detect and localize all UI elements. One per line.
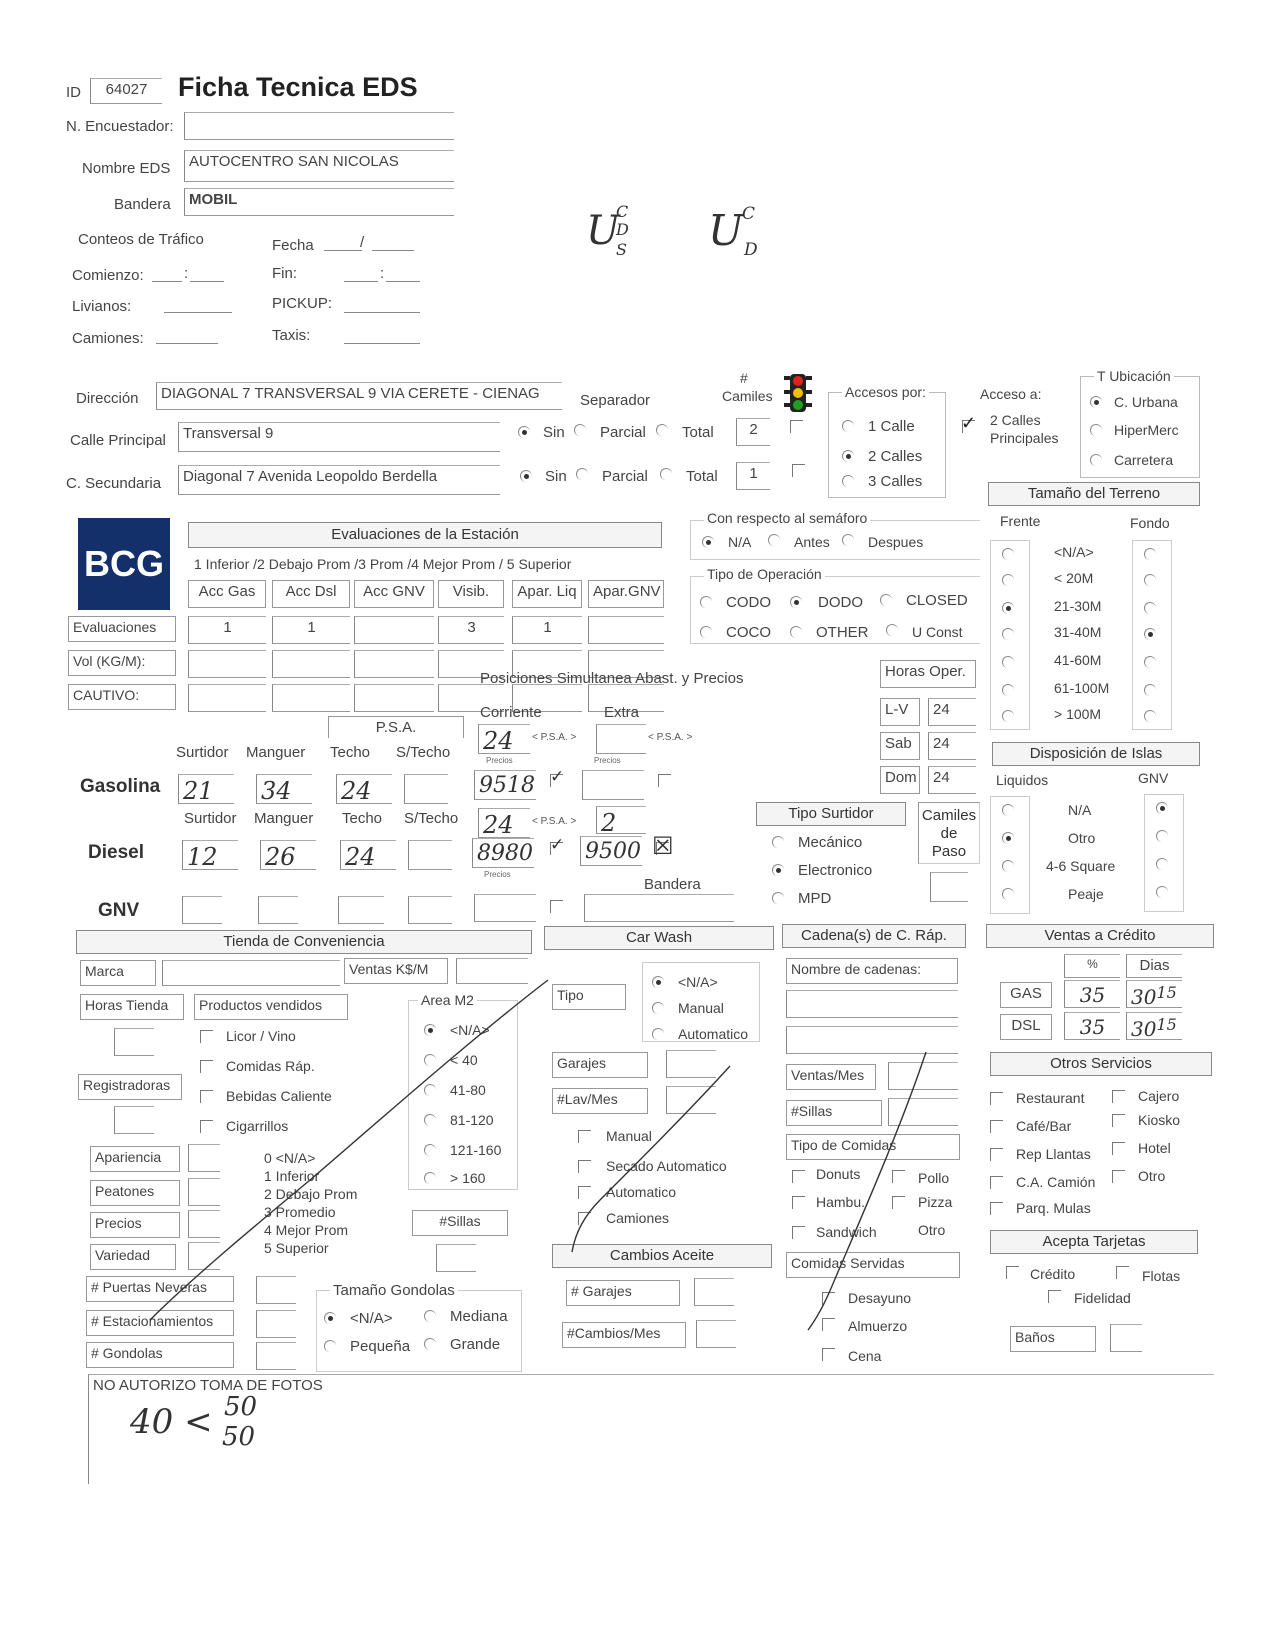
cadena-tipo-label: Tipo de Comidas bbox=[786, 1134, 960, 1160]
islas-option-1: Otro bbox=[1068, 830, 1096, 846]
terreno-fondo-label: Fondo bbox=[1130, 515, 1170, 531]
camiles-paso-l1: Camiles bbox=[921, 807, 977, 824]
terreno-option-6: > 100M bbox=[1054, 706, 1102, 722]
bcg-logo: BCG bbox=[78, 518, 170, 610]
semaforo-na-label: N/A bbox=[728, 534, 752, 550]
credito-dsl-pct-value: 35 bbox=[1079, 1015, 1106, 1039]
evaluaciones-scale: 1 Inferior /2 Debajo Prom /3 Prom /4 Mejor Prom / 5 Superior bbox=[194, 556, 572, 572]
bandera2-label: Bandera bbox=[644, 876, 701, 893]
diesel-corr-psa-value: 24 bbox=[483, 811, 514, 838]
gondolas-size-title: Tamaño Gondolas bbox=[330, 1282, 458, 1299]
calle-secundaria-field[interactable]: Diagonal 7 Avenida Leopoldo Berdella bbox=[178, 465, 500, 495]
islas-title: Disposición de Islas bbox=[992, 742, 1200, 766]
bandera-label: Bandera bbox=[114, 196, 171, 213]
check-icon: ✓ bbox=[550, 835, 565, 854]
cadena-sandwich-label: Sandwich bbox=[816, 1224, 877, 1240]
tienda-horas-label: Horas Tienda bbox=[80, 994, 184, 1020]
id-field[interactable]: 64027 bbox=[90, 78, 162, 104]
otros-cafe-label: Café/Bar bbox=[1016, 1118, 1072, 1134]
diesel-col-manguer: Manguer bbox=[254, 810, 314, 827]
notes-text: NO AUTORIZO TOMA DE FOTOS bbox=[93, 1377, 323, 1394]
psa-header: P.S.A. bbox=[328, 716, 464, 738]
tienda-variedad-label: Variedad bbox=[90, 1244, 176, 1270]
nombre-label: Nombre EDS bbox=[82, 160, 171, 177]
encuestador-label: N. Encuestador: bbox=[66, 118, 174, 135]
pickup-label: PICKUP: bbox=[272, 295, 333, 312]
separador-label: Separador bbox=[580, 392, 651, 409]
gasolina-surtidor-value: 21 bbox=[183, 777, 214, 804]
diesel-precios-tag: Precios bbox=[484, 870, 511, 879]
extra-label: Extra bbox=[604, 704, 640, 721]
notes-handwritten-1: 40 < bbox=[130, 1402, 213, 1442]
tienda-item-label-2: Bebidas Caliente bbox=[226, 1088, 332, 1104]
camiles-paso-l2: de bbox=[940, 825, 958, 842]
carwash-item-label-1: Secado Automatico bbox=[606, 1158, 727, 1174]
tarjetas-credito-label: Crédito bbox=[1030, 1266, 1076, 1282]
tienda-item-label-1: Comidas Ráp. bbox=[226, 1058, 315, 1074]
carwash-tipo-option-2: Automatico bbox=[678, 1026, 749, 1042]
terreno-option-4: 41-60M bbox=[1054, 652, 1102, 668]
tarjetas-title: Acepta Tarjetas bbox=[990, 1230, 1198, 1254]
eval-cell-r0-c3[interactable]: 3 bbox=[438, 616, 504, 644]
row-cautivo-label: CAUTIVO: bbox=[68, 684, 176, 710]
otros-kiosko-label: Kiosko bbox=[1138, 1112, 1181, 1128]
fecha-sep: / bbox=[360, 234, 365, 251]
eval-cell-r0-c4[interactable]: 1 bbox=[512, 616, 582, 644]
gasolina-corr-psa-value: 24 bbox=[483, 727, 514, 754]
tarjetas-fidelidad-label: Fidelidad bbox=[1074, 1290, 1131, 1306]
ubicacion-carretera-label: Carretera bbox=[1114, 452, 1174, 468]
tienda-peatones-label: Peatones bbox=[90, 1180, 180, 1206]
notes-handwritten-3: 50 bbox=[222, 1422, 256, 1452]
accesos-1-label: 1 Calle bbox=[868, 418, 915, 435]
handwritten-note-1: U bbox=[586, 208, 620, 254]
accesos-2-label: 2 Calles bbox=[868, 448, 923, 465]
accesos-title: Accesos por: bbox=[842, 384, 929, 400]
tg-mediana-label: Mediana bbox=[450, 1308, 508, 1325]
otros-hotel-label: Hotel bbox=[1138, 1140, 1171, 1156]
area-title: Area M2 bbox=[418, 992, 477, 1008]
surtidor-tipo-title: Tipo Surtidor bbox=[756, 802, 906, 826]
semaforo-antes-label: Antes bbox=[794, 534, 830, 550]
diesel-surtidor-value: 12 bbox=[187, 843, 218, 870]
surtidor-electronico-label: Electronico bbox=[798, 862, 873, 879]
evaluaciones-title: Evaluaciones de la Estación bbox=[188, 522, 662, 548]
diesel-extra-precio-value: 9500 bbox=[585, 839, 641, 864]
bandera-field[interactable]: MOBIL bbox=[184, 188, 454, 216]
carwash-lav-label: #Lav/Mes bbox=[552, 1088, 648, 1114]
credito-gas-pct-value: 35 bbox=[1079, 983, 1106, 1007]
tg-na-label: <N/A> bbox=[350, 1310, 393, 1327]
eval-col-0: Acc Gas bbox=[188, 580, 266, 608]
cs-total-label: Total bbox=[686, 468, 718, 485]
tienda-apariencia-label: Apariencia bbox=[90, 1146, 180, 1172]
camiones-label: Camiones: bbox=[72, 330, 144, 347]
handwritten-note-1-sup: C bbox=[616, 202, 629, 221]
cadena-cena-label: Cena bbox=[848, 1348, 882, 1364]
op-dodo-label: DODO bbox=[818, 594, 863, 611]
tienda-productos-label: Productos vendidos bbox=[194, 994, 348, 1020]
horas-sab-label: Sab bbox=[880, 732, 920, 760]
comienzo-sep: : bbox=[184, 265, 189, 282]
diesel-corr-psa-tag: < P.S.A. > bbox=[532, 816, 577, 827]
row-vol-label: Vol (KG/M): bbox=[68, 650, 176, 676]
horas-sab-field[interactable]: 24 bbox=[928, 732, 976, 760]
tienda-precios-label: Precios bbox=[90, 1212, 180, 1238]
tienda-registradoras-label: Registradoras bbox=[78, 1074, 182, 1100]
tienda-scale-5: 5 Superior bbox=[264, 1240, 329, 1256]
cadena-almuerzo-label: Almuerzo bbox=[848, 1318, 908, 1334]
eval-col-2: Acc GNV bbox=[354, 580, 434, 608]
taxis-label: Taxis: bbox=[272, 327, 311, 344]
gnv-label: GNV bbox=[98, 900, 140, 921]
acceso-a-title: Acceso a: bbox=[980, 386, 1042, 402]
corriente-label: Corriente bbox=[480, 704, 542, 721]
col-techo: Techo bbox=[330, 744, 371, 761]
ubicacion-urbana-label: C. Urbana bbox=[1114, 394, 1178, 410]
area-option-0: <N/A> bbox=[450, 1022, 490, 1038]
gasolina-techo-value: 24 bbox=[341, 777, 372, 804]
area-option-5: > 160 bbox=[450, 1170, 486, 1186]
islas-option-0: N/A bbox=[1068, 802, 1092, 818]
otros-title: Otros Servicios bbox=[990, 1052, 1212, 1076]
terreno-title: Tamaño del Terreno bbox=[988, 482, 1200, 506]
carwash-item-label-2: Automatico bbox=[606, 1184, 677, 1200]
semaforo-despues-label: Despues bbox=[868, 534, 924, 550]
banos-label: Baños bbox=[1010, 1326, 1096, 1352]
op-other-label: OTHER bbox=[816, 624, 869, 641]
area-option-2: 41-80 bbox=[450, 1082, 486, 1098]
col-surtidor: Surtidor bbox=[176, 744, 229, 761]
cadena-nombre-label: Nombre de cadenas: bbox=[786, 958, 958, 984]
horas-lv-field[interactable]: 24 bbox=[928, 698, 976, 726]
otros-cajero-label: Cajero bbox=[1138, 1088, 1180, 1104]
operacion-title: Tipo de Operación bbox=[704, 566, 825, 582]
op-closed-label: CLOSED bbox=[906, 592, 968, 609]
carwash-item-label-0: Manual bbox=[606, 1128, 652, 1144]
tienda-scale-4: 4 Mejor Prom bbox=[264, 1222, 349, 1238]
direccion-field[interactable]: DIAGONAL 7 TRANSVERSAL 9 VIA CERETE - CIENAG bbox=[156, 382, 562, 410]
area-option-4: 121-160 bbox=[450, 1142, 502, 1158]
credito-gas-dias-value: 30 bbox=[1131, 985, 1157, 1008]
camiles-label: Camiles bbox=[722, 388, 773, 404]
handwritten-note-1-mid: D bbox=[616, 220, 629, 239]
tienda-scale-1: 1 Inferior bbox=[264, 1168, 320, 1184]
gasolina-corr-precio-value: 9518 bbox=[479, 773, 535, 798]
area-option-3: 81-120 bbox=[450, 1112, 494, 1128]
diesel-corr-precio-value: 8980 bbox=[477, 841, 533, 866]
otros-camion-label: C.A. Camión bbox=[1016, 1174, 1096, 1190]
trafico-title: Conteos de Tráfico bbox=[78, 231, 204, 248]
tienda-sillas-label: #Sillas bbox=[412, 1210, 508, 1236]
check-icon: ✓ bbox=[961, 413, 977, 433]
diesel-manguer-value: 26 bbox=[265, 843, 296, 870]
tienda-title: Tienda de Conveniencia bbox=[76, 930, 532, 954]
horas-lv-label: L-V bbox=[880, 698, 920, 726]
otros-otro-label: Otro bbox=[1138, 1168, 1166, 1184]
terreno-option-0: <N/A> bbox=[1054, 544, 1094, 560]
camiles-paso-l3: Paso bbox=[931, 843, 967, 860]
tg-grande-label: Grande bbox=[450, 1336, 501, 1353]
diesel-techo-value: 24 bbox=[345, 843, 376, 870]
islas-liquidos: Liquidos bbox=[996, 772, 1049, 788]
op-codo-label: CODO bbox=[726, 594, 771, 611]
cadena-title: Cadena(s) de C. Ráp. bbox=[782, 924, 966, 948]
diesel-extra-psa-value: 2 bbox=[601, 809, 617, 834]
credito-gas-label: GAS bbox=[1000, 982, 1052, 1008]
cadena-otro-label: Otro bbox=[918, 1222, 946, 1238]
tg-pequena-label: Pequeña bbox=[350, 1338, 411, 1355]
cambios-mes-label: #Cambios/Mes bbox=[562, 1322, 686, 1348]
handwritten-note-2: U bbox=[708, 206, 744, 255]
handwritten-note-1-sub: S bbox=[616, 240, 627, 259]
eval-cell-r0-c0[interactable]: 1 bbox=[188, 616, 266, 644]
credito-gas-dias-extra: 15 bbox=[1156, 983, 1177, 1002]
eval-col-3: Visib. bbox=[438, 580, 504, 608]
gasolina-corr-precios-tag: Precios bbox=[486, 756, 513, 765]
terreno-frente-label: Frente bbox=[1000, 513, 1041, 529]
terreno-option-3: 31-40M bbox=[1054, 624, 1102, 640]
direccion-label: Dirección bbox=[76, 390, 139, 407]
credito-dsl-dias-extra: 15 bbox=[1156, 1015, 1177, 1034]
eval-cell-r0-c1[interactable]: 1 bbox=[272, 616, 350, 644]
gasolina-manguer-value: 34 bbox=[261, 777, 292, 804]
check-icon: ✓ bbox=[550, 767, 565, 786]
cp-parcial-label: Parcial bbox=[600, 424, 646, 441]
camiles-hash: # bbox=[740, 370, 748, 386]
tienda-scale-3: 3 Promedio bbox=[264, 1204, 336, 1220]
semaforo-title: Con respecto al semáforo bbox=[704, 510, 870, 526]
tienda-scale-2: 2 Debajo Prom bbox=[264, 1186, 358, 1202]
islas-gnv: GNV bbox=[1138, 770, 1169, 786]
comienzo-label: Comienzo: bbox=[72, 267, 144, 284]
islas-option-2: 4-6 Square bbox=[1046, 858, 1116, 874]
cross-mark-icon: ☒ bbox=[652, 833, 674, 860]
col-manguer: Manguer bbox=[246, 744, 306, 761]
col-stecho: S/Techo bbox=[396, 744, 451, 761]
tienda-item-label-0: Licor / Vino bbox=[226, 1028, 296, 1044]
acceso-a-line1: 2 Calles bbox=[990, 412, 1041, 428]
credito-dsl-label: DSL bbox=[1000, 1014, 1052, 1040]
notes-handwritten-2: 50 bbox=[224, 1392, 258, 1422]
livianos-label: Livianos: bbox=[72, 298, 132, 315]
terreno-option-2: 21-30M bbox=[1054, 598, 1102, 614]
eval-col-4: Apar. Liq bbox=[512, 580, 582, 608]
otros-mulas-label: Parq. Mulas bbox=[1016, 1200, 1091, 1216]
terreno-option-1: < 20M bbox=[1054, 570, 1094, 586]
islas-option-3: Peaje bbox=[1068, 886, 1104, 902]
ubicacion-hiper-label: HiperMerc bbox=[1114, 422, 1179, 438]
row-evaluaciones-label: Evaluaciones bbox=[68, 616, 176, 642]
gasolina-extra-precios-tag: Precios bbox=[594, 756, 621, 765]
page-title: Ficha Tecnica EDS bbox=[178, 72, 418, 102]
cambios-garajes-label: # Garajes bbox=[566, 1280, 680, 1306]
tienda-estac-label: # Estacionamientos bbox=[86, 1310, 234, 1336]
cadena-servidas-label: Comidas Servidas bbox=[786, 1252, 960, 1278]
cadena-desayuno-label: Desayuno bbox=[848, 1290, 912, 1306]
gasolina-label: Gasolina bbox=[80, 776, 161, 797]
acceso-a-line2: Principales bbox=[990, 430, 1059, 446]
area-option-1: < 40 bbox=[450, 1052, 478, 1068]
accesos-3-label: 3 Calles bbox=[868, 473, 923, 490]
carwash-tipo-label: Tipo bbox=[552, 984, 626, 1010]
horas-dom-field[interactable]: 24 bbox=[928, 766, 976, 794]
cadena-pollo-label: Pollo bbox=[918, 1170, 950, 1186]
cambios-title: Cambios Aceite bbox=[552, 1244, 772, 1268]
gasolina-extra-psa-tag: < P.S.A. > bbox=[648, 732, 693, 743]
carwash-tipo-option-1: Manual bbox=[678, 1000, 724, 1016]
ubicacion-title: T Ubicación bbox=[1094, 368, 1174, 384]
eval-col-1: Acc Dsl bbox=[272, 580, 350, 608]
nombre-field[interactable]: AUTOCENTRO SAN NICOLAS bbox=[184, 150, 454, 182]
carwash-item-label-3: Camiones bbox=[606, 1210, 670, 1226]
tarjetas-flotas-label: Flotas bbox=[1142, 1268, 1181, 1284]
credito-dsl-dias-value: 30 bbox=[1131, 1017, 1157, 1040]
cp-total-label: Total bbox=[682, 424, 714, 441]
posiciones-title: Posiciones Simultanea Abast. y Precios bbox=[480, 670, 744, 687]
cp-camiles-field[interactable]: 2 bbox=[736, 418, 770, 446]
otros-restaurant-label: Restaurant bbox=[1016, 1090, 1085, 1106]
tienda-scale-0: 0 <N/A> bbox=[264, 1150, 316, 1166]
cs-parcial-label: Parcial bbox=[602, 468, 648, 485]
calle-secundaria-label: C. Secundaria bbox=[66, 475, 162, 492]
diesel-label: Diesel bbox=[88, 842, 144, 863]
credito-pct-header: % bbox=[1064, 954, 1120, 978]
diesel-col-stecho: S/Techo bbox=[404, 810, 459, 827]
fin-sep: : bbox=[380, 265, 385, 282]
cs-camiles-field[interactable]: 1 bbox=[736, 462, 770, 490]
cp-sin-label: Sin bbox=[543, 424, 565, 441]
fecha-label: Fecha bbox=[272, 237, 314, 254]
cadena-sillas-label: #Sillas bbox=[786, 1100, 882, 1126]
calle-principal-field[interactable]: Transversal 9 bbox=[178, 422, 500, 452]
terreno-option-5: 61-100M bbox=[1054, 680, 1110, 696]
surtidor-mpd-label: MPD bbox=[798, 890, 832, 907]
cadena-donuts-label: Donuts bbox=[816, 1166, 861, 1182]
tienda-ventas-label: Ventas K$/M bbox=[344, 958, 448, 984]
horas-dom-label: Dom bbox=[880, 766, 920, 794]
surtidor-mecanico-label: Mecánico bbox=[798, 834, 863, 851]
diesel-col-surtidor: Surtidor bbox=[184, 810, 237, 827]
horas-oper-title: Horas Oper. bbox=[880, 660, 976, 688]
fin-label: Fin: bbox=[272, 265, 298, 282]
id-label: ID bbox=[66, 84, 81, 101]
otros-llantas-label: Rep Llantas bbox=[1016, 1146, 1091, 1162]
cadena-pizza-label: Pizza bbox=[918, 1194, 953, 1210]
carwash-tipo-option-0: <N/A> bbox=[678, 974, 718, 990]
carwash-garajes-label: Garajes bbox=[552, 1052, 648, 1078]
op-uconst-label: U Const bbox=[912, 624, 963, 640]
handwritten-note-2-sup: C bbox=[742, 204, 756, 224]
carwash-title: Car Wash bbox=[544, 926, 774, 950]
eval-col-5: Apar.GNV bbox=[588, 580, 664, 608]
op-coco-label: COCO bbox=[726, 624, 771, 641]
cs-sin-label: Sin bbox=[545, 468, 567, 485]
credito-dias-header: Dias bbox=[1126, 954, 1182, 978]
gasolina-corr-psa-tag: < P.S.A. > bbox=[532, 732, 577, 743]
cadena-hambu-label: Hambu. bbox=[816, 1194, 866, 1210]
tienda-item-label-3: Cigarrillos bbox=[226, 1118, 289, 1134]
diesel-col-techo: Techo bbox=[342, 810, 383, 827]
credito-title: Ventas a Crédito bbox=[986, 924, 1214, 948]
tienda-marca-label: Marca bbox=[80, 960, 156, 986]
cadena-ventas-label: Ventas/Mes bbox=[786, 1064, 876, 1090]
calle-principal-label: Calle Principal bbox=[70, 432, 166, 449]
tienda-puertas-label: # Puertas Neveras bbox=[86, 1276, 234, 1302]
handwritten-note-2-sub: D bbox=[744, 240, 758, 260]
tienda-gondolas-label: # Gondolas bbox=[86, 1342, 234, 1368]
